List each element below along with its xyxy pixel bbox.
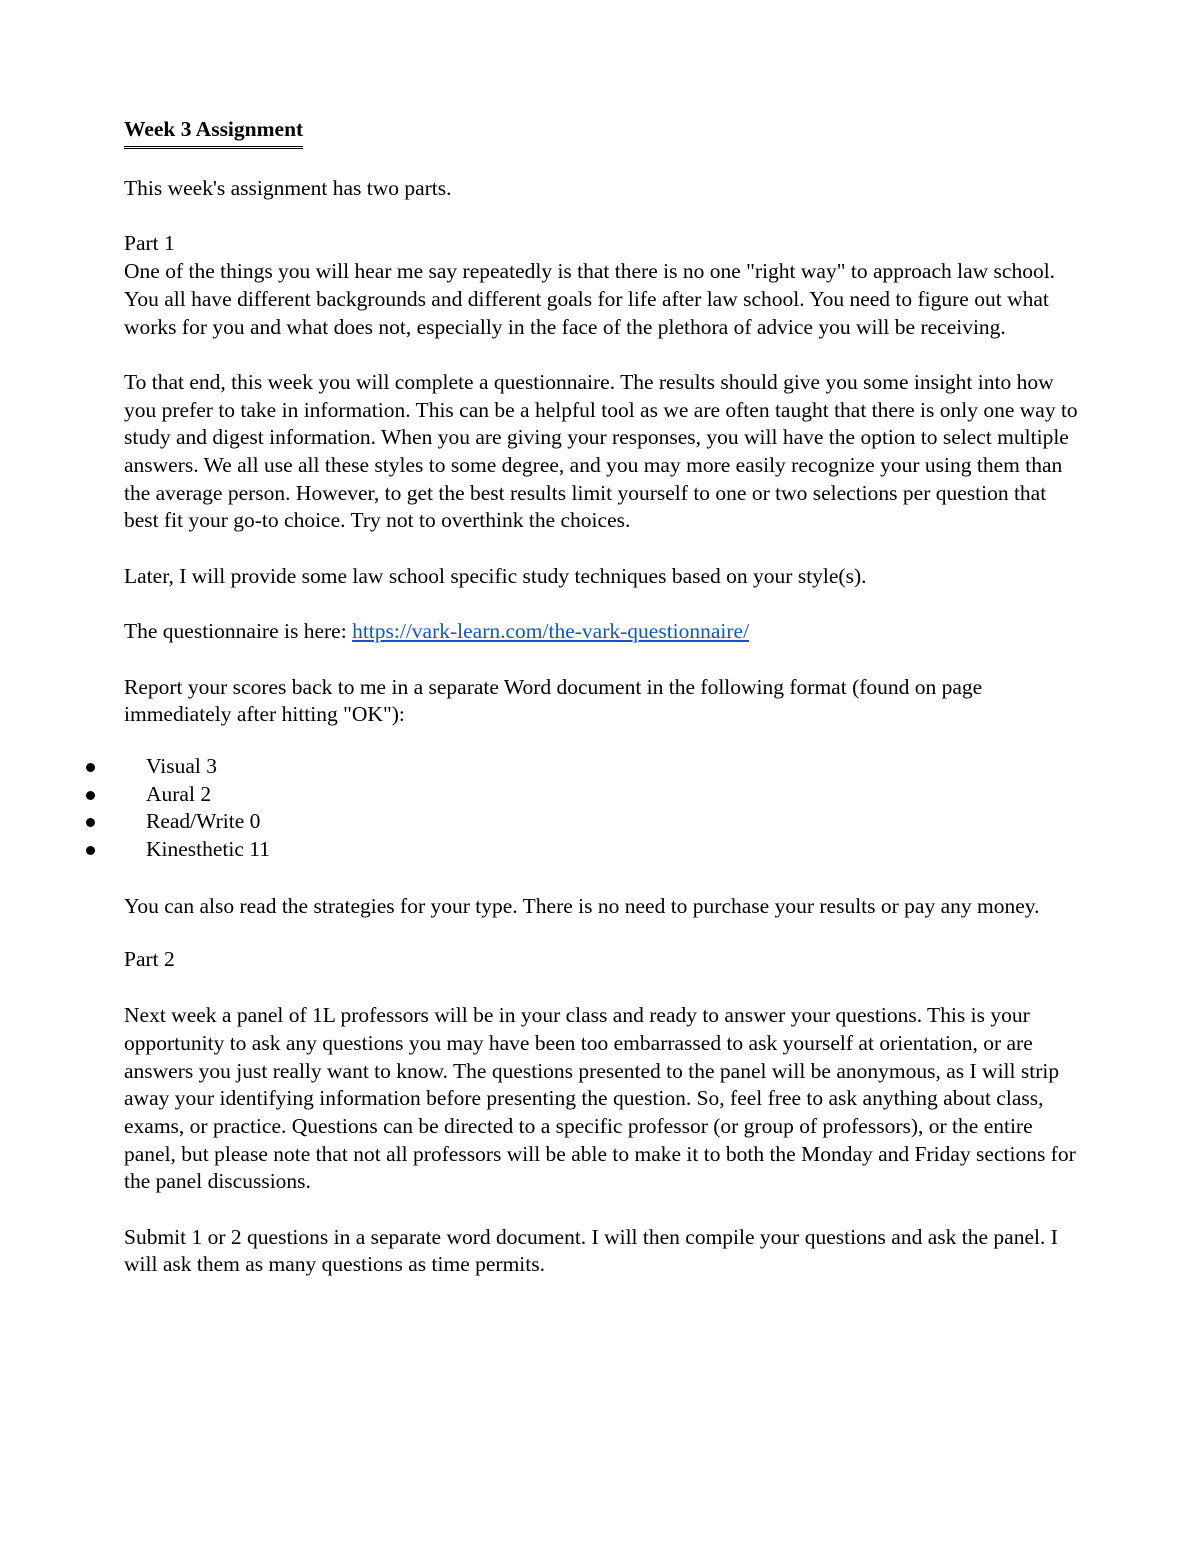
bullet-icon: [86, 791, 95, 800]
bullet-icon: [86, 846, 95, 855]
score-text: Aural 2: [146, 781, 212, 806]
part2-paragraph-2: Submit 1 or 2 questions in a separate word document. I will then compile your questions and ask the panel. I will ask them as many questions as time permits.: [124, 1224, 1058, 1277]
part1-paragraph-2: To that end, this week you will complete a questionnaire. The results should give you some insight into how you prefer to take in information. This can be a helpful tool as we are often taught that there is only one way to study and digest information. When you are giving your responses, you will have the option to select multiple answers. We all use all these styles to some degree, and you may more easily recognize your using them than the average person. However, to get the best results limit yourself to one or two selections per question that best fit your go-to choice. Try not to overthink the choices.: [124, 369, 1078, 533]
part1-paragraph-3: Later, I will provide some law school specific study techniques based on your style(s).: [124, 563, 867, 588]
score-text: Visual 3: [146, 753, 217, 778]
report-instructions: Report your scores back to me in a separate Word document in the following format (found on page immediately after hitting "OK"):: [124, 674, 983, 727]
part1-heading: Part 1: [124, 231, 175, 256]
scores-list: [124, 753, 1084, 864]
score-text: Kinesthetic 11: [146, 837, 270, 862]
list-item: [124, 836, 1084, 864]
document-title: Week 3 Assignment: [124, 114, 303, 149]
list-item: [124, 808, 1084, 836]
strategies-note: You can also read the strategies for your type. There is no need to purchase your results or pay any money.: [124, 893, 1040, 918]
part2-paragraph-1: Next week a panel of 1L professors will be in your class and ready to answer your questions. This is your opportunity to ask any questions you may have been too embarrassed to ask yourself at orientation, or are answers you just really want to know. The questions presented to the panel will be anonymous, as I will strip away your identifying information before presenting the question. So, feel free to ask anything about class, exams, or practice. Questions can be directed to a specific professor (or group of professors), or the entire panel, but please note that not all professors will be able to make it to both the Monday and Friday sections for the panel discussions.: [124, 1003, 1076, 1194]
list-item: [124, 781, 1084, 809]
document-page: [124, 114, 1084, 1279]
part1-paragraph-1: One of the things you will hear me say repeatedly is that there is no one "right way" to approach law school. You all have different backgrounds and different goals for life after law school. You need to figure out what works for you and what does not, especially in the face of the plethora of advice you will be receiving.: [124, 259, 1056, 339]
part2-heading: Part 2: [124, 947, 175, 972]
questionnaire-label: The questionnaire is here:: [124, 619, 353, 644]
score-text: Read/Write 0: [146, 809, 261, 834]
bullet-icon: [86, 818, 95, 827]
questionnaire-link[interactable]: https://vark-learn.com/the-vark-questionnaire/: [352, 619, 750, 644]
bullet-icon: [86, 763, 95, 772]
list-item: [124, 753, 1084, 781]
intro-text: This week's assignment has two parts.: [124, 176, 452, 200]
questionnaire-line: [124, 618, 1084, 646]
